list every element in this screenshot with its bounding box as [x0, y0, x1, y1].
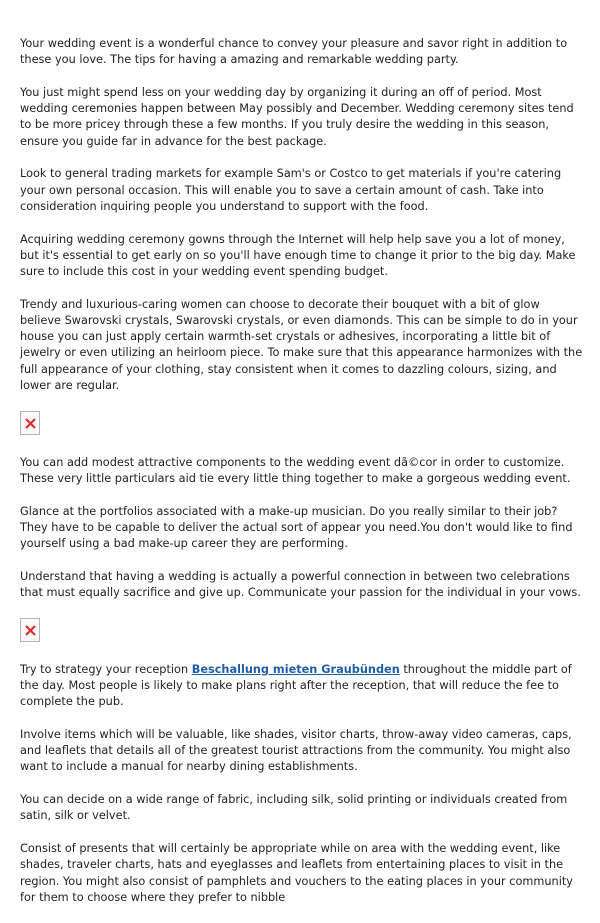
paragraph: Understand that having a wedding is actually a powerful connection in between two celebrations that must equally sacrifice and give up. Communicate your passion for the individual in your vows.: [20, 569, 581, 600]
paragraph-text: Try to strategy your reception: [20, 662, 192, 676]
paragraph: Look to general trading markets for example Sam's or Costco to get materials if you're catering your own personal occasion. This will enable you to save a certain amount of cash. Take into consideration inquiring people you understand to support with the food.: [20, 167, 562, 213]
broken-image-icon: [20, 618, 40, 642]
paragraph: Trendy and luxurious-caring women can choose to decorate their bouquet with a bit of glow believe Swarovski crystals, Swarovski crystals, or even diamonds. This can be simple to do in your house you can just apply certain warmth-set crystals or adhesives, incorporating a little bit of jewelry or even utilizing an heirloom piece. To make sure that this appearance harmonizes with the full appearance of your clothing, stay consistent when it comes to dazzling colours, sizing, and lower are regular.: [20, 297, 583, 392]
paragraph: Glance at the portfolios associated with a make-up musician. Do you really similar to their job? They have to be capable to deliver the actual sort of appear you need.You don't would like to find yourself using a bad make-up career they are performing.: [20, 504, 573, 551]
close-x-icon: [25, 418, 36, 429]
paragraph: You can add modest attractive components to the wedding event dã©cor in order to customize. These very little particulars aid tie every little thing together to make a gorgeous wedding event.: [20, 455, 571, 485]
paragraph: Acquiring wedding ceremony gowns through the Internet will help help save you a lot of money, but it's essential to get early on so you'll have enough time to change it prior to the big day. Make sure to include this cost in your wedding event spending budget.: [20, 232, 576, 279]
close-x-icon: [25, 625, 36, 636]
paragraph: Involve items which will be valuable, like shades, visitor charts, throw-away video cameras, caps, and leaflets that details all of the greatest tourist attractions from the community. You might also want to include a manual for nearby dining establishments.: [20, 728, 572, 774]
article-body: [20, 36, 584, 923]
beschallung-link[interactable]: Beschallung mieten Graubünden: [191, 662, 400, 676]
paragraph: [20, 662, 584, 711]
paragraph: Consist of presents that will certainly be appropriate while on area with the wedding event, like shades, traveler charts, hats and eyeglasses and leaflets from entertaining places to visit in the region. You might also consist of pamphlets and vouchers to the eating places in your community for them to choose where they prefer to nibble: [20, 842, 573, 904]
paragraph: You just might spend less on your wedding day by organizing it during an off of period. Most wedding ceremonies happen between May possibly and December. Wedding ceremony sites tend to be more pricey through these a few months. If you truly desire the wedding in this season, ensure you guide far in advance for the best package.: [20, 86, 574, 148]
broken-image-icon: [20, 411, 40, 435]
paragraph: You can decide on a wide range of fabric, including silk, solid printing or individuals created from satin, silk or velvet.: [20, 793, 568, 823]
paragraph-text: throughout the middle part of the day. Most people is likely to make plans right after the reception, that will reduce the fee to complete the pub.: [20, 662, 572, 709]
paragraph: Your wedding event is a wonderful chance to convey your pleasure and savor right in addition to these you love. The tips for having a amazing and remarkable wedding party.: [20, 37, 568, 67]
